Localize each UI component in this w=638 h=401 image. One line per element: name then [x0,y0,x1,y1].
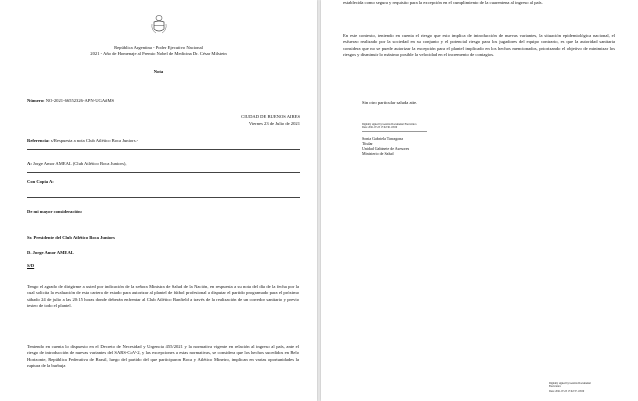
greeting: De mi mayor consideración: [27,209,83,214]
signer-ministry: Ministerio de Salud [362,151,394,156]
document-type: Nota [153,69,164,74]
referencia-label: Referencia: [27,138,50,143]
header-line-2: 2021 - Año de Homenaje al Premio Nobel de Medicina Dr. César Milstein [90,51,227,56]
signature-date: Date: 2021.07.23 17:02:36 -03:00 [362,126,398,129]
paragraph-2: Teniendo en cuenta lo dispuesto en el Decreto de Necesidad y Urgencia 455/2021 y la normativa vigente en relación al ingreso al país, ante el riesgo de introducción de nuevas variantes del SARS-CoV-2, y las excepciones a estas normativas, se considera que los hechos sucedidos en Belo Horizonte, República Federativa de Brasil, luego del partido del que participaron Boca y Atlético Mineiro, implican en varias oportunidades la ruptura de la burbuja [27,344,299,369]
header-line-1: República Argentina - Poder Ejecutivo Nacional [114,45,203,50]
addressee-line-2: D. Jorge Amor AMEAL [27,250,74,255]
recipient [27,161,127,167]
recipient-label: A: [27,161,32,166]
closing: Sin otro particular saluda atte. [362,100,418,105]
city: CIUDAD DE BUENOS AIRES [241,114,300,119]
numero-label: Número: [27,98,45,103]
stamp-line-3: Date: 2021.07.23 17:02:37 -03:00 [549,390,585,393]
stamp-line-1: Digitally signed by Gestión Documental [549,382,591,385]
signer-name: Sonia Gabriela Tarragona [362,136,403,141]
signer-role: Titular [362,141,373,146]
numero-value: NO-2021-66552326-APN-UGA#MS [45,98,115,103]
signer-unit: Unidad Gabinete de Asesores [362,146,410,151]
divider [27,197,300,198]
addressee-line-1: Sr. Presidente del Club Atlético Boca Juniors [27,235,115,240]
divider [27,149,300,150]
stamp-line-2: Electrónica [549,385,561,389]
date: Viernes 23 de Julio de 2021 [248,121,300,126]
paragraph-3: En este contexto, teniendo en cuenta el riesgo que esto implica de introducción de nuevas variantes, la situación epidemiológica nacional, el esfuerzo realizado por la sociedad en su conjunto y el potencial riesgo para los jugadores del equipo contrario, es que la autoridad sanitaria considera que no se puede autorizar la excepción para el plantel implicado en los hechos mencionados, priorizando el objetivo de minimizar los riesgos y disminuir lo máximo posible la velocidad en el incremento de contagios. [343,33,615,58]
document-page-1 [0,0,317,401]
paragraph-2-continued: establecida como segura y requisito para la excepción en el cumplimiento de la cuarentena al ingreso al país. [343,0,543,5]
addressee-line-3: S/D [27,263,35,268]
divider [27,172,300,173]
recipient-value: Jorge Amor AMEAL (Club Atlético Boca Juniors), [33,161,127,166]
signature-line [362,131,427,132]
signature-note: Digitally signed by Gestión Documental Electrónica [362,123,417,126]
copia-label: Con Copia A: [27,179,54,184]
referencia [27,138,138,144]
coat-of-arms-icon [151,14,167,36]
paragraph-1: Tengo el agrado de dirigirme a usted por indicación de la señora Ministra de Salud de la Nación, en respuesta a su nota del día de la fecha por la cual solicita la evaluación de esta cartera de estado para autorizar al plantel de fútbol profesional a disputar el partido programado para el próximo sábado 24 de julio a las 20:15 horas donde deberán enfrentar al Club Atlético Banfield a través de la realización de un corredor sanitario y previo testeo de todo el plantel. [27,284,299,309]
referencia-value: s/Respuesta a nota Club Atlético Boca Juniors.- [50,138,139,143]
document-page-2 [321,0,638,401]
document-number [27,98,114,104]
